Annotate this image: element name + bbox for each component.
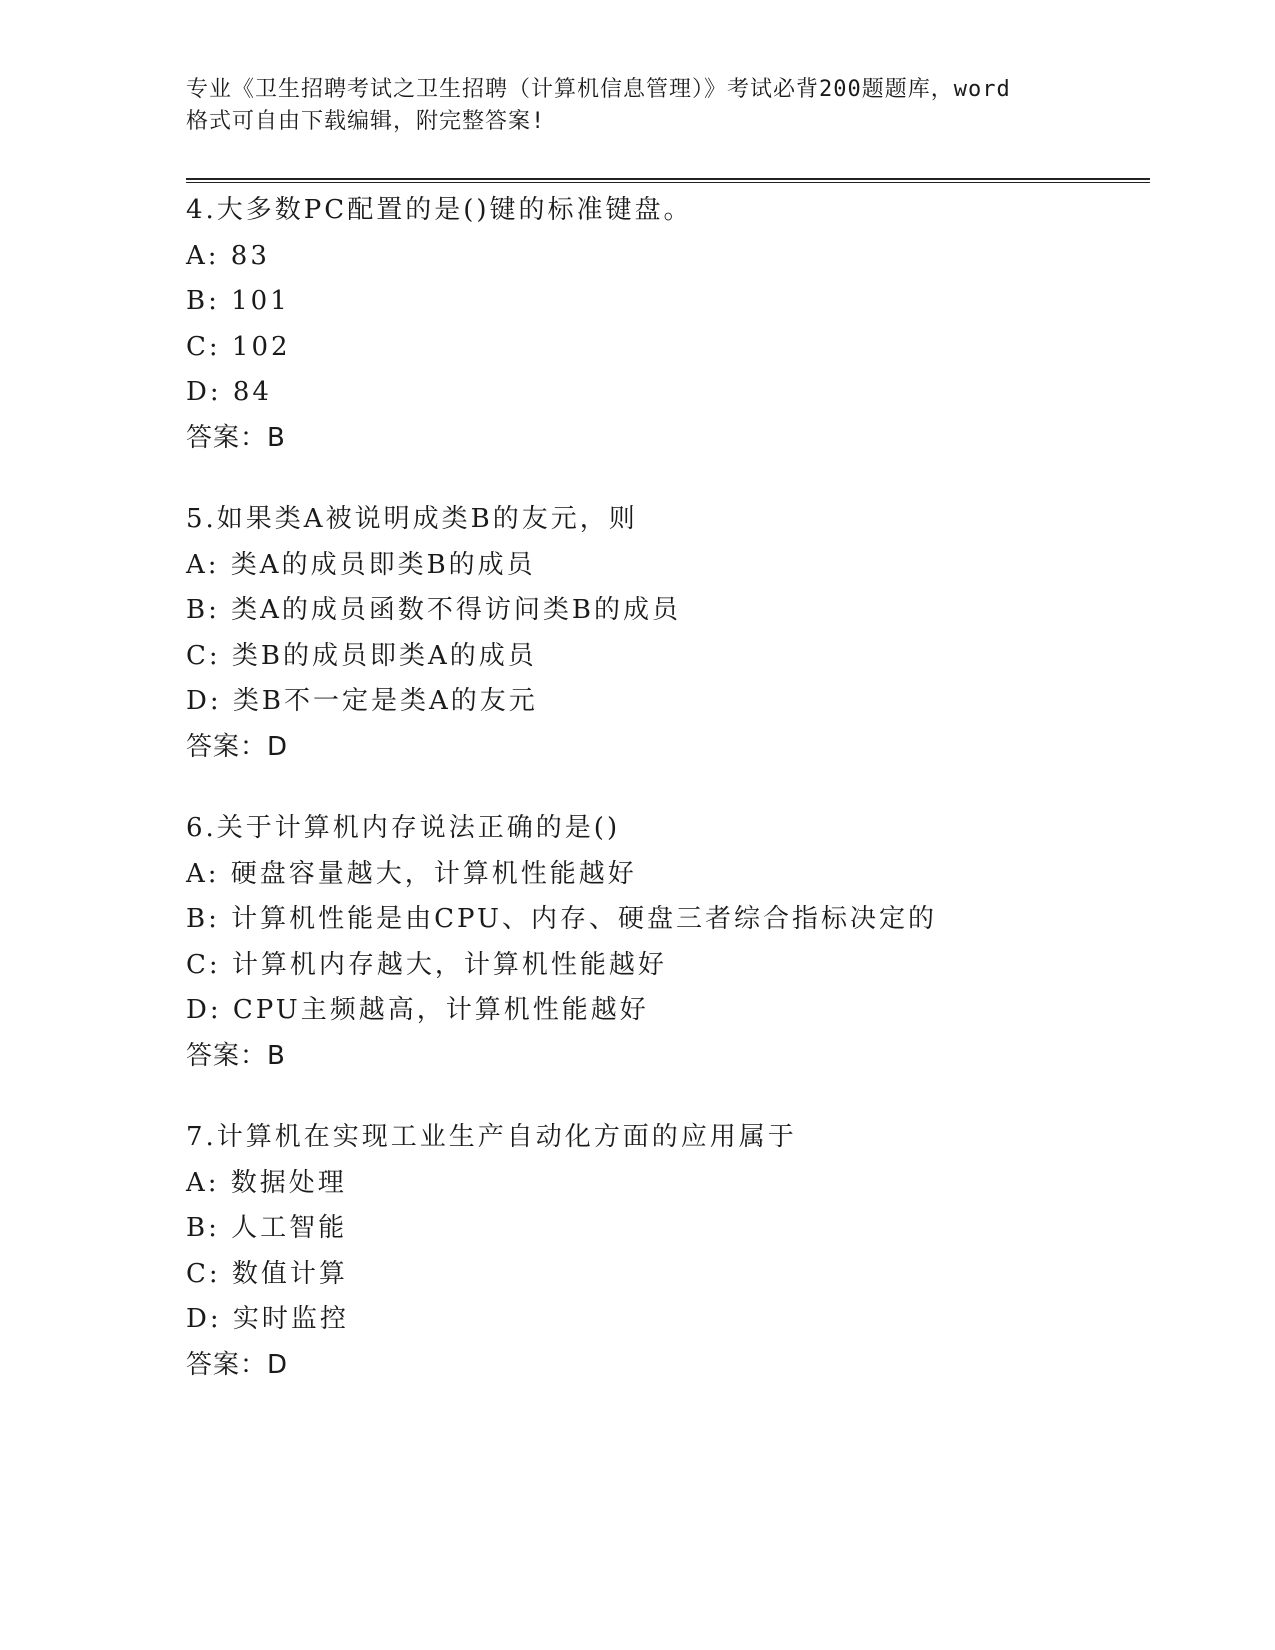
- header-line-2: 格式可自由下载编辑，附完整答案!: [186, 109, 546, 134]
- option-b: B: 类A的成员函数不得访问类B的成员: [186, 595, 682, 625]
- question-stem: 6.关于计算机内存说法正确的是(): [186, 813, 621, 843]
- option-d: D: 类B不一定是类A的友元: [186, 686, 538, 716]
- option-a: A: 类A的成员即类B的成员: [186, 549, 536, 580]
- option-b: B: 101: [186, 286, 290, 316]
- option-c: C: 类B的成员即类A的成员: [186, 640, 537, 671]
- question-list: [186, 188, 1146, 1424]
- answer-label: 答案：B: [186, 1040, 286, 1071]
- option-c: C: 数值计算: [186, 1258, 348, 1289]
- answer-label: 答案：B: [186, 422, 286, 453]
- option-d: D: 84: [186, 377, 272, 407]
- question-7: [186, 1115, 1146, 1388]
- option-d: D: 实时监控: [186, 1304, 349, 1334]
- option-a: A: 硬盘容量越大，计算机性能越好: [186, 858, 637, 889]
- header-line-1: 专业《卫生招聘考试之卫生招聘（计算机信息管理）》考试必背200题题库，word: [186, 77, 1011, 102]
- question-stem: 4.大多数PC配置的是()键的标准键盘。: [186, 195, 693, 225]
- option-a: A: 83: [186, 240, 270, 271]
- option-a: A: 数据处理: [186, 1167, 347, 1198]
- question-4: [186, 188, 1146, 461]
- question-stem: 5.如果类A被说明成类B的友元，则: [186, 504, 638, 534]
- option-c: C: 102: [186, 331, 291, 362]
- option-c: C: 计算机内存越大，计算机性能越好: [186, 949, 667, 980]
- answer-label: 答案：D: [186, 1349, 289, 1380]
- option-b: B: 计算机性能是由CPU、内存、硬盘三者综合指标决定的: [186, 904, 937, 934]
- option-b: B: 人工智能: [186, 1213, 348, 1243]
- document-header: [186, 74, 1086, 138]
- option-d: D: CPU主频越高，计算机性能越好: [186, 995, 649, 1025]
- answer-label: 答案：D: [186, 731, 289, 762]
- question-stem: 7.计算机在实现工业生产自动化方面的应用属于: [186, 1122, 797, 1152]
- header-divider: [186, 178, 1150, 183]
- question-5: [186, 497, 1146, 770]
- question-6: [186, 806, 1146, 1079]
